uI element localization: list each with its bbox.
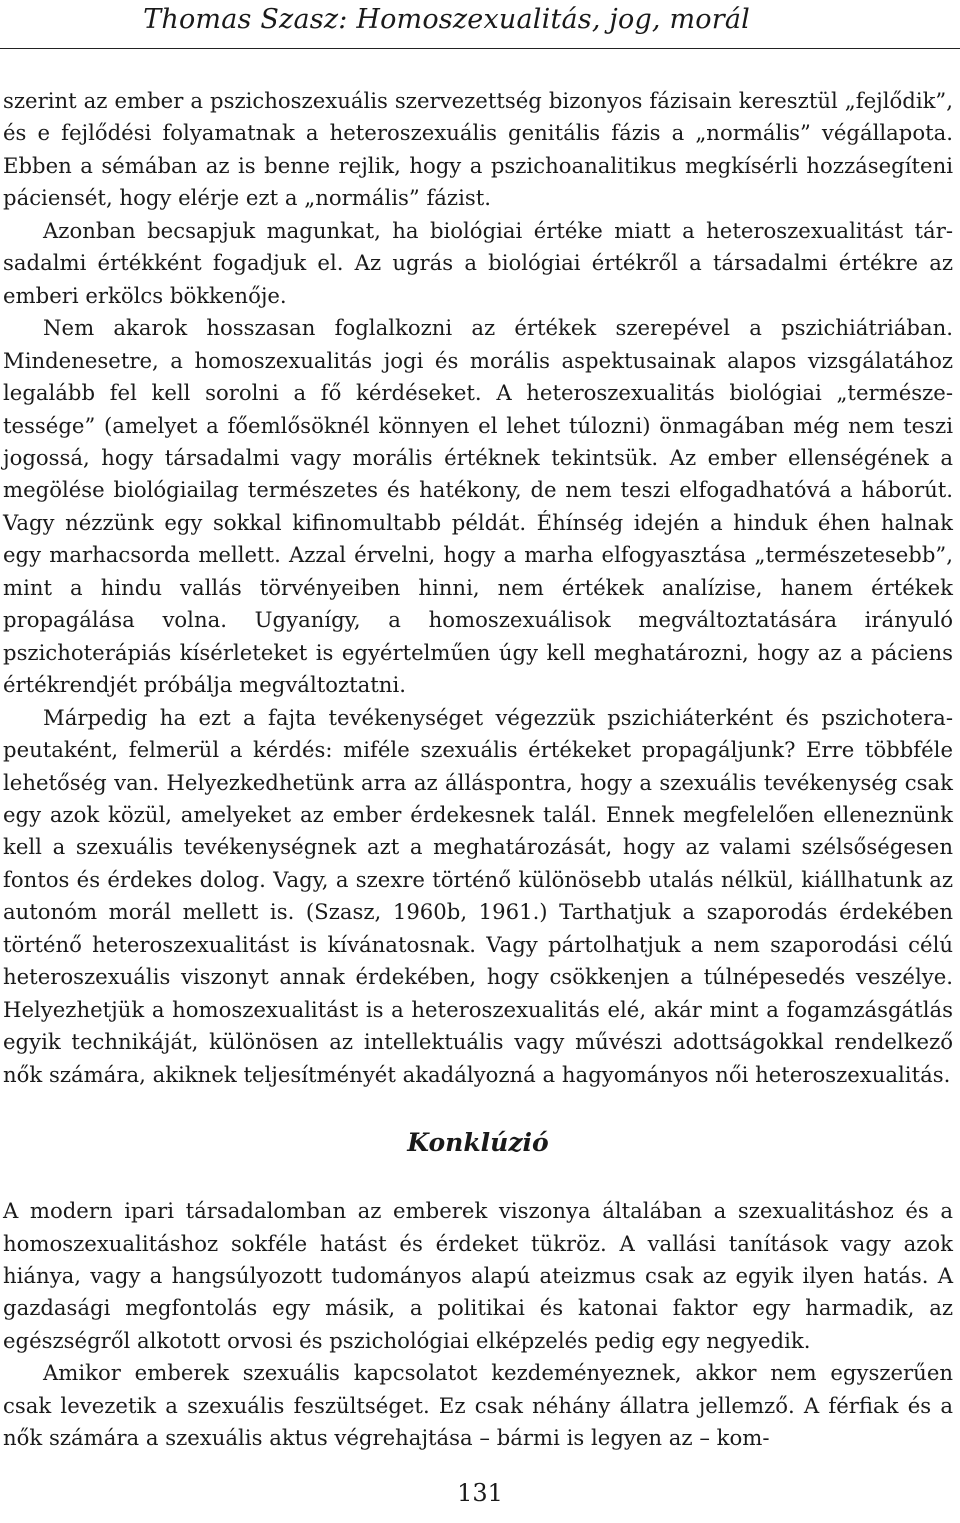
- paragraph: Márpedig ha ezt a fajta tevékenységet végezzük pszichiáterként és pszichoterapeutaként, felmerül a kérdés: miféle szexuális értékeket propagáljunk? Erre többféle lehetőség van. Helyezkedhetünk arra az álláspontra, hogy a szexuális tevékenység csak egy azok közül, amelyeket az ember érdekesnek talál. Ennek megfelelően elleneznünk kell a szexuális tevékenységnek azt a meghatározását, hogy az valami szélsőségesen fontos és érdekes dolog. Vagy, a szexre történő különösebb utalás nélkül, kiállhatunk az autonóm morál mellett is. (Szasz, 1960b, 1961.) Tarthatjuk a szaporodás érdekében történő heteroszexualitást is kívánatosnak. Vagy pártolhatjuk a nem szaporodási célú heteroszexuális viszonyt annak érdekében, hogy csökkenjen a túlnépesedés veszélye. Helyezhetjük a homoszexualitást is a heteroszexualitás elé, akár mint a fogamzásgátlás egyik technikáját, különösen az intellektuális vagy művészi adottságokkal rendelkező nők számára, akiknek teljesítményét akadályozná a hagyományos női heteroszexualitás.: [3, 704, 953, 1087]
- page-number: 131: [457, 1479, 503, 1507]
- header-rule: [0, 48, 960, 49]
- section-heading: Konklúzió: [407, 1128, 549, 1158]
- running-title: Thomas Szasz: Homoszexualitás, jog, morál: [143, 4, 750, 35]
- paragraph-continuation: szerint az ember a pszichoszexuális szervezettség bizonyos fázisain keresztül „fejlődik”, és e fejlődési folyamatnak a heteroszexuális genitális fázis a „normális” végállapota. Ebben a sémában az is benne rejlik, hogy a pszichoanalitikus megkísérli hozzásegíteni páciensét, hogy elérje ezt a „normális” fázist.: [3, 88, 953, 211]
- paragraph: A modern ipari társadalomban az emberek viszonya általában a szexualitáshoz és a homoszexualitáshoz sokféle hatást és érdeket tükröz. A vallási tanítások vagy azok hiánya, vagy a hangsúlyozott tudományos alapú ateizmus csak az egyik ilyen hatás. A gazdasági megfontolás egy másik, a politikai és katonai faktor egy harmadik, az egészségről alkotott orvosi és pszichológiai elképzelés pedig egy negyedik.: [3, 1198, 953, 1353]
- running-head: [0, 0, 960, 56]
- page-body: [3, 85, 953, 1455]
- paragraph: Amikor emberek szexuális kapcsolatot kezdeményeznek, akkor nem egyszerűen csak levezetik a szexuális feszültséget. Ez csak néhány állatra jellemző. A férfiak és a nők számára a szexuális aktus végrehajtása – bármi is legyen az – kom-: [3, 1360, 953, 1451]
- paragraph: Nem akarok hosszasan foglalkozni az értékek szerepével a pszichiátriában. Mindenesetre, a homoszexualitás jogi és morális aspektusainak alapos vizsgálatához legalább fel kell sorolni a fő kérdéseket. A heteroszexualitás biológiai „természetessége” (amelyet a főemlősöknél könnyen el lehet túlozni) önmagában még nem teszi jogossá, hogy társadalmi vagy morális értéknek tekintsük. Az ember ellenségének a megölése biológiailag természetes és hatékony, de nem teszi elfogadhatóvá a háborút. Vagy nézzünk egy sokkal kifinomultabb példát. Éhínség idején a hinduk éhen halnak egy marhacsorda mellett. Azzal érvelni, hogy a marha elfogyasztása „természetesebb”, mint a hindu vallás törvényeiben hinni, nem értékek analízise, hanem értékek propagálása volna. Ugyanígy, a homoszexuálisok megváltoztatására irányuló pszichoterápiás kísérleteket is egyértelműen úgy kell meghatározni, hogy az a páciens értékrendjét próbálja megváltoztatni.: [3, 315, 953, 698]
- paragraph: Azonban becsapjuk magunkat, ha biológiai értéke miatt a heteroszexualitást társadalmi értékként fogadjuk el. Az ugrás a biológiai értékről a társadalmi értékre az emberi erkölcs bökkenője.: [3, 217, 953, 308]
